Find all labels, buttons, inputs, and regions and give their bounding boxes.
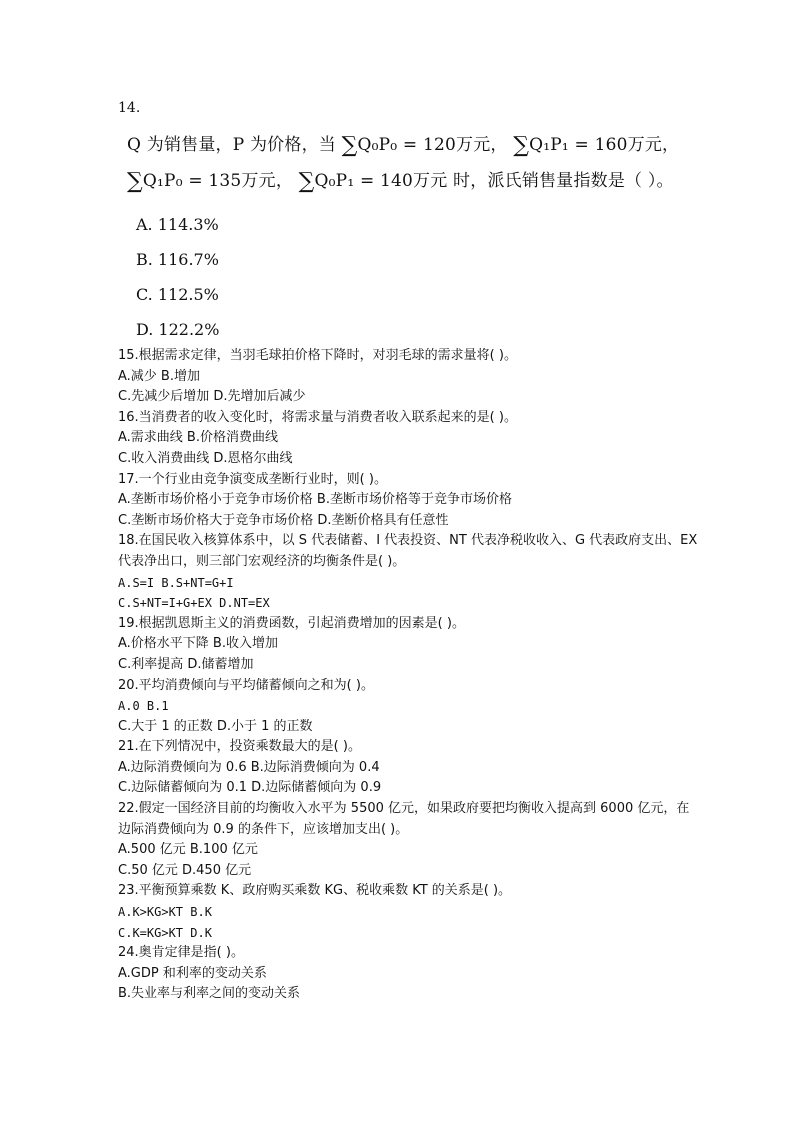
question-16-options-ab: A.需求曲线 B.价格消费曲线 (118, 430, 278, 446)
question-14-number: 14. (118, 100, 141, 116)
question-15-text: 15.根据需求定律，当羽毛球拍价格下降时，对羽毛球的需求量将( )。 (118, 348, 517, 363)
sigma-symbol: ∑ (298, 169, 315, 194)
question-17-options-cd: C.垄断市场价格大于竞争市场价格 D.垄断价格具有任意性 (118, 512, 449, 528)
question-16-text: 16.当消费者的收入变化时，将需求量与消费者收入联系起来的是( )。 (118, 409, 517, 425)
question-15-options-cd: C.先减少后增加 D.先增加后减少 (118, 389, 306, 405)
question-24-option-a: A.GDP 和利率的变动关系 (118, 965, 267, 981)
question-14-option-c: C. 112.5% (136, 285, 219, 304)
question-21-options-cd: C.边际储蓄倾向为 0.1 D.边际储蓄倾向为 0.9 (118, 780, 382, 796)
question-18-options-ab: A.S=I B.S+NT=G+I (118, 575, 234, 590)
question-19-text: 19.根据凯恩斯主义的消费函数，引起消费增加的因素是( )。 (118, 615, 465, 631)
question-21-text: 21.在下列情况中，投资乘数最大的是( )。 (118, 739, 361, 755)
question-22-options-cd: C.50 亿元 D.450 亿元 (118, 862, 252, 878)
sigma-symbol: ∑ (513, 133, 530, 158)
sum-q1p1: Q₁P₁ = 160万元 (529, 135, 663, 155)
question-20-options-ab: A.0 B.1 (118, 699, 169, 714)
question-14-option-d: D. 122.2% (136, 320, 220, 339)
question-22-text: 22.假定一国经济目前的均衡收入水平为 5500 亿元，如果政府要把均衡收入提高到 6000 亿元，在边际消费倾向为 0.9 的条件下，应该增加支出( )。 (118, 801, 690, 837)
question-23-options-cd: C.K=KG>KT D.K (118, 925, 212, 940)
question-19-options-cd: C.利率提高 D.储蓄增加 (118, 656, 254, 672)
separator: ， (490, 135, 508, 155)
question-18-options-cd: C.S+NT=I+G+EX D.NT=EX (118, 596, 270, 611)
question-14-tail-text: 时，派氏销售量指数是（ ）。 (447, 171, 674, 191)
question-20-options-cd: C.大于 1 的正数 D.小于 1 的正数 (118, 718, 313, 734)
separator: ， (275, 171, 294, 191)
question-17-options-ab: A.垄断市场价格小于竞争市场价格 B.垄断市场价格等于竞争市场价格 (118, 492, 512, 508)
question-14-option-b: B. 116.7% (136, 250, 219, 269)
question-24-option-b: B.失业率与利率之间的变动关系 (118, 986, 301, 1002)
question-15-options-ab: A.减少 B.增加 (118, 368, 200, 384)
question-24-text: 24.奥肯定律是指( )。 (118, 945, 244, 961)
sum-q1p0: Q₁P₀ = 135万元 (142, 171, 276, 191)
question-18-text: 18.在国民收入核算体系中，以 S 代表储蓄、I 代表投资、NT 代表净税收收入、G 代表政府支出、EX 代表净出口，则三部门宏观经济的均衡条件是( )。 (118, 533, 698, 569)
sigma-symbol: ∑ (341, 133, 358, 158)
question-list (118, 346, 698, 1005)
question-17-text: 17.一个行业由竞争演变成垄断行业时，则( )。 (118, 471, 387, 487)
question-19-options-ab: A.价格水平下降 B.收入增加 (118, 636, 278, 652)
question-20-text: 20.平均消费倾向与平均储蓄倾向之和为( )。 (118, 677, 374, 693)
question-16-options-cd: C.收入消费曲线 D.恩格尔曲线 (118, 450, 293, 466)
question-23-text: 23.平衡预算乘数 K、政府购买乘数 KG、税收乘数 KT 的关系是( )。 (118, 883, 512, 899)
sum-q0p1: Q₀P₁ = 140万元 (314, 171, 448, 191)
question-14-lead-text: Q 为销售量，P 为价格，当 (127, 135, 342, 155)
question-14-option-a: A. 114.3% (136, 215, 219, 234)
question-14-formula-line-1 (127, 130, 679, 158)
question-22-options-ab: A.500 亿元 B.100 亿元 (118, 842, 258, 858)
question-14-formula-line-2 (127, 166, 674, 194)
separator: ， (662, 135, 680, 155)
sum-q0p0: Q₀P₀ = 120万元 (357, 135, 491, 155)
sigma-symbol: ∑ (127, 169, 143, 194)
question-23-options-ab: A.K>KG>KT B.K (118, 905, 212, 920)
question-21-options-ab: A.边际消费倾向为 0.6 B.边际消费倾向为 0.4 (118, 759, 380, 775)
